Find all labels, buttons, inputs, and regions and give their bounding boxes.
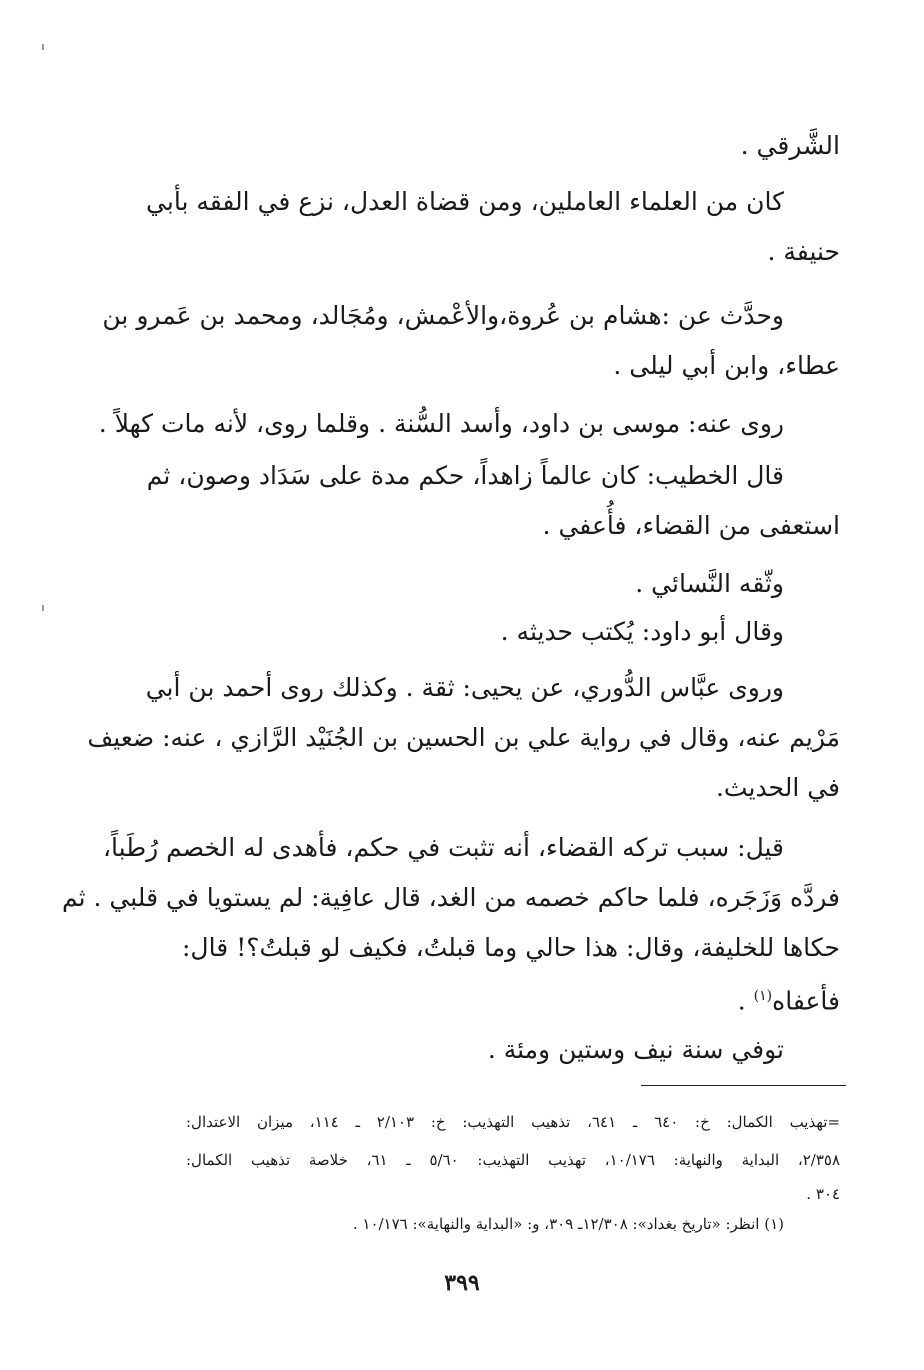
text-line-content: فأعفاه bbox=[772, 986, 840, 1016]
scan-mark bbox=[42, 44, 44, 50]
footnote-ref: (١) bbox=[753, 988, 773, 1004]
text-line: وحدَّث عن :هشام بن عُروة،والأعْمش، ومُجَالد، ومحمد بن عَمرو بن bbox=[102, 301, 784, 330]
page-number: ٣٩٩ bbox=[444, 1270, 480, 1296]
text-line: توفي سنة نيف وستين ومئة . bbox=[487, 1035, 784, 1064]
text-line: وقال أبو داود: يُكتب حديثه . bbox=[500, 617, 784, 646]
line-end-dot: . bbox=[737, 986, 754, 1016]
text-line: كان من العلماء العاملين، ومن قضاة العدل، نزع في الفقه بأبي bbox=[146, 187, 784, 216]
footnote-line: ٣٠٤ . bbox=[806, 1185, 840, 1203]
text-line: عطاء، وابن أبي ليلى . bbox=[613, 351, 840, 380]
text-line: الشَّرقي . bbox=[740, 131, 840, 160]
text-line: فردَّه وَزَجَره، فلما حاكم خصمه من الغد، قال عافِية: لم يستويا في قلبي . ثم bbox=[61, 883, 840, 912]
scan-mark bbox=[42, 605, 44, 611]
text-line: قال الخطيب: كان عالماً زاهداً، حكم مدة على سَدَاد وصون، ثم bbox=[146, 461, 784, 490]
footnote-line: (١) انظر: «تاريخ بغداد»: ١٢/٣٠٨ـ ٣٠٩، و: «البداية والنهاية»: ١٠/١٧٦ . bbox=[352, 1215, 784, 1233]
text-line: مَرْيم عنه، وقال في رواية علي بن الحسين بن الجُنَيْد الرَّازي ، عنه: ضعيف bbox=[87, 723, 840, 752]
footnote-separator bbox=[641, 1085, 846, 1086]
footnote-line: =تهذيب الكمال: خ: ٦٤٠ ـ ٦٤١، تذهيب التهذيب: خ: ٢/١٠٣ ـ ١١٤، ميزان الاعتدال: bbox=[186, 1113, 841, 1131]
text-line: استعفى من القضاء، فأُعفي . bbox=[542, 511, 840, 540]
text-line: في الحديث. bbox=[715, 773, 840, 802]
text-line: قيل: سبب تركه القضاء، أنه تثبت في حكم، فأهدى له الخصم رُطَباً، bbox=[102, 833, 784, 862]
text-line: روى عنه: موسى بن داود، وأسد السُّنة . وقلما روى، لأنه مات كهلاً . bbox=[98, 409, 784, 438]
text-line bbox=[738, 978, 840, 1019]
text-line: وثّقه النَّسائي . bbox=[635, 569, 784, 598]
text-line: حنيفة . bbox=[767, 237, 840, 266]
text-line: وروى عبَّاس الدُّوري، عن يحيى: ثقة . وكذلك روى أحمد بن أبي bbox=[145, 673, 784, 702]
footnote-line: ٢/٣٥٨، البداية والنهاية: ١٠/١٧٦، تهذيب التهذيب: ٥/٦٠ ـ ٦١، خلاصة تذهيب الكمال: bbox=[186, 1151, 841, 1169]
text-line: حكاها للخليفة، وقال: هذا حالي وما قبلتُ، فكيف لو قبلتُ؟! قال: bbox=[182, 933, 840, 962]
